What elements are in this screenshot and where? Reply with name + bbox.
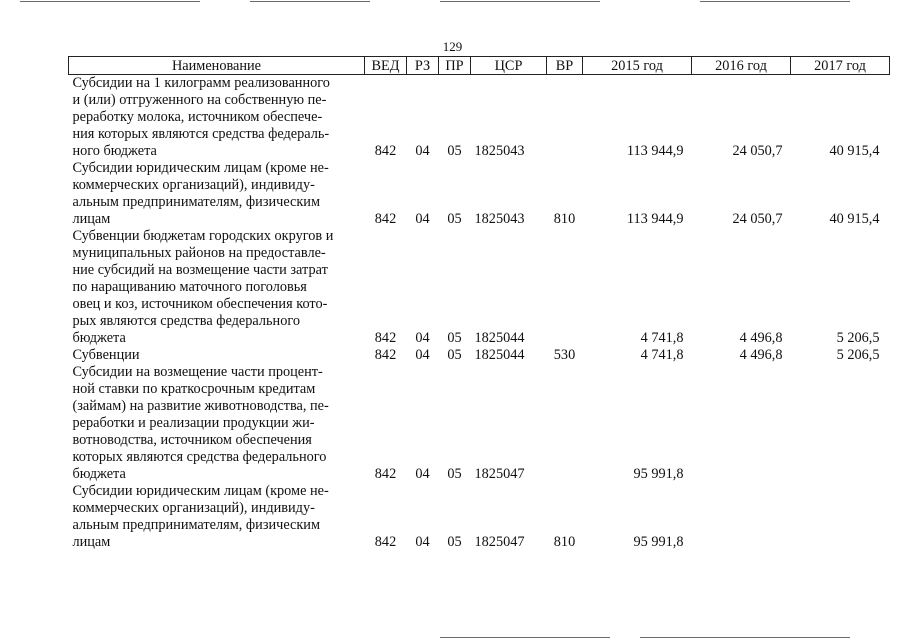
amount-2017-cell	[791, 364, 890, 483]
budget-table	[68, 56, 890, 551]
header-rz: РЗ	[407, 57, 439, 75]
row-name-line: коммерческих организаций), индивиду-	[72, 500, 315, 516]
row-name-line: Субсидии на возмещение части процент-	[72, 364, 323, 380]
scan-edge-line	[440, 1, 600, 2]
row-name-line: лицам	[72, 534, 111, 550]
amount-2015-cell: 4 741,8	[640, 330, 684, 346]
header-csr: ЦСР	[471, 57, 547, 75]
scan-edge-line	[440, 637, 610, 638]
ved-cell: 842	[374, 330, 397, 346]
rz-cell: 04	[415, 534, 430, 550]
csr-cell: 1825044	[474, 347, 525, 363]
pr-cell: 05	[447, 211, 462, 227]
header-year-2015: 2015 год	[583, 57, 692, 75]
row-name-line: рых являются средства федерального	[72, 313, 301, 329]
rz-cell: 04	[415, 143, 430, 159]
amount-2016-cell	[692, 364, 791, 483]
row-name-line: Субсидии на 1 килограмм реализованного	[72, 75, 330, 91]
header-vr: ВР	[547, 57, 583, 75]
pr-cell: 05	[447, 534, 462, 550]
table-row	[69, 75, 890, 161]
pr-cell: 05	[447, 330, 462, 346]
pr-cell: 05	[447, 466, 462, 482]
amount-2017-cell: 40 915,4	[829, 211, 880, 227]
row-name-line: бюджета	[72, 466, 126, 482]
amount-2017-cell: 5 206,5	[836, 330, 880, 346]
row-name-cell	[69, 483, 365, 551]
table-header-row	[69, 57, 890, 75]
amount-2015-cell: 113 944,9	[626, 143, 684, 159]
row-name-cell	[69, 75, 365, 161]
row-name-line: и (или) отгруженного на собственную пе-	[72, 92, 327, 108]
csr-cell: 1825044	[474, 330, 525, 346]
row-name-cell	[69, 160, 365, 228]
amount-2016-cell: 4 496,8	[739, 347, 783, 363]
table-row	[69, 364, 890, 483]
table-row	[69, 160, 890, 228]
row-name-line: коммерческих организаций), индивиду-	[72, 177, 315, 193]
row-name-line: (займам) на развитие животноводства, пе-	[72, 398, 329, 414]
header-year-2017: 2017 год	[791, 57, 890, 75]
rz-cell: 04	[415, 211, 430, 227]
amount-2016-cell	[692, 483, 791, 551]
rz-cell: 04	[415, 347, 430, 363]
amount-2015-cell: 95 991,8	[633, 466, 684, 482]
vr-cell	[547, 75, 583, 161]
amount-2016-cell: 24 050,7	[732, 211, 783, 227]
ved-cell: 842	[374, 143, 397, 159]
scan-edge-line	[20, 1, 200, 2]
header-name: Наименование	[69, 57, 365, 75]
row-name-line: лицам	[72, 211, 111, 227]
pr-cell: 05	[447, 143, 462, 159]
row-name-line: Субвенции бюджетам городских округов и	[72, 228, 334, 244]
row-name-line: вотноводства, источником обеспечения	[72, 432, 312, 448]
row-name-line: Субсидии юридическим лицам (кроме не-	[72, 483, 329, 499]
row-name-cell	[69, 347, 365, 364]
csr-cell: 1825043	[474, 143, 525, 159]
table-row	[69, 228, 890, 347]
amount-2016-cell: 24 050,7	[732, 143, 783, 159]
header-pr: ПР	[439, 57, 471, 75]
ved-cell: 842	[374, 211, 397, 227]
amount-2016-cell: 4 496,8	[739, 330, 783, 346]
amount-2017-cell: 5 206,5	[836, 347, 880, 363]
amount-2015-cell: 113 944,9	[626, 211, 684, 227]
vr-cell	[547, 364, 583, 483]
row-name-line: по наращиванию маточного поголовья	[72, 279, 307, 295]
row-name-cell	[69, 228, 365, 347]
vr-cell: 810	[553, 534, 576, 550]
amount-2015-cell: 4 741,8	[640, 347, 684, 363]
vr-cell	[547, 228, 583, 347]
amount-2017-cell	[791, 483, 890, 551]
table-row	[69, 347, 890, 364]
csr-cell: 1825043	[474, 211, 525, 227]
ved-cell: 842	[374, 534, 397, 550]
pr-cell: 05	[447, 347, 462, 363]
vr-cell: 530	[553, 347, 576, 363]
scan-edge-line	[640, 637, 850, 638]
header-ved: ВЕД	[365, 57, 407, 75]
row-name-line: Субвенции	[72, 347, 140, 363]
rz-cell: 04	[415, 330, 430, 346]
amount-2017-cell: 40 915,4	[829, 143, 880, 159]
scan-edge-line	[700, 1, 850, 2]
row-name-cell	[69, 364, 365, 483]
vr-cell: 810	[553, 211, 576, 227]
row-name-line: ние субсидий на возмещение части затрат	[72, 262, 328, 278]
ved-cell: 842	[374, 347, 397, 363]
row-name-line: альным предпринимателям, физическим	[72, 194, 321, 210]
row-name-line: овец и коз, источником обеспечения кото-	[72, 296, 328, 312]
amount-2015-cell: 95 991,8	[633, 534, 684, 550]
row-name-line: которых являются средства федерального	[72, 449, 327, 465]
table-row	[69, 483, 890, 551]
header-year-2016: 2016 год	[692, 57, 791, 75]
page-number: 129	[442, 39, 463, 54]
row-name-line: ной ставки по краткосрочным кредитам	[72, 381, 316, 397]
ved-cell: 842	[374, 466, 397, 482]
csr-cell: 1825047	[474, 466, 525, 482]
row-name-line: муниципальных районов на предоставле-	[72, 245, 326, 261]
row-name-line: реработки и реализации продукции жи-	[72, 415, 315, 431]
row-name-line: альным предпринимателям, физическим	[72, 517, 321, 533]
rz-cell: 04	[415, 466, 430, 482]
scan-edge-line	[250, 1, 370, 2]
row-name-line: реработку молока, источником обеспече-	[72, 109, 323, 125]
row-name-line: ного бюджета	[72, 143, 157, 159]
csr-cell: 1825047	[474, 534, 525, 550]
row-name-line: Субсидии юридическим лицам (кроме не-	[72, 160, 329, 176]
row-name-line: бюджета	[72, 330, 126, 346]
row-name-line: ния которых являются средства федераль-	[72, 126, 330, 142]
